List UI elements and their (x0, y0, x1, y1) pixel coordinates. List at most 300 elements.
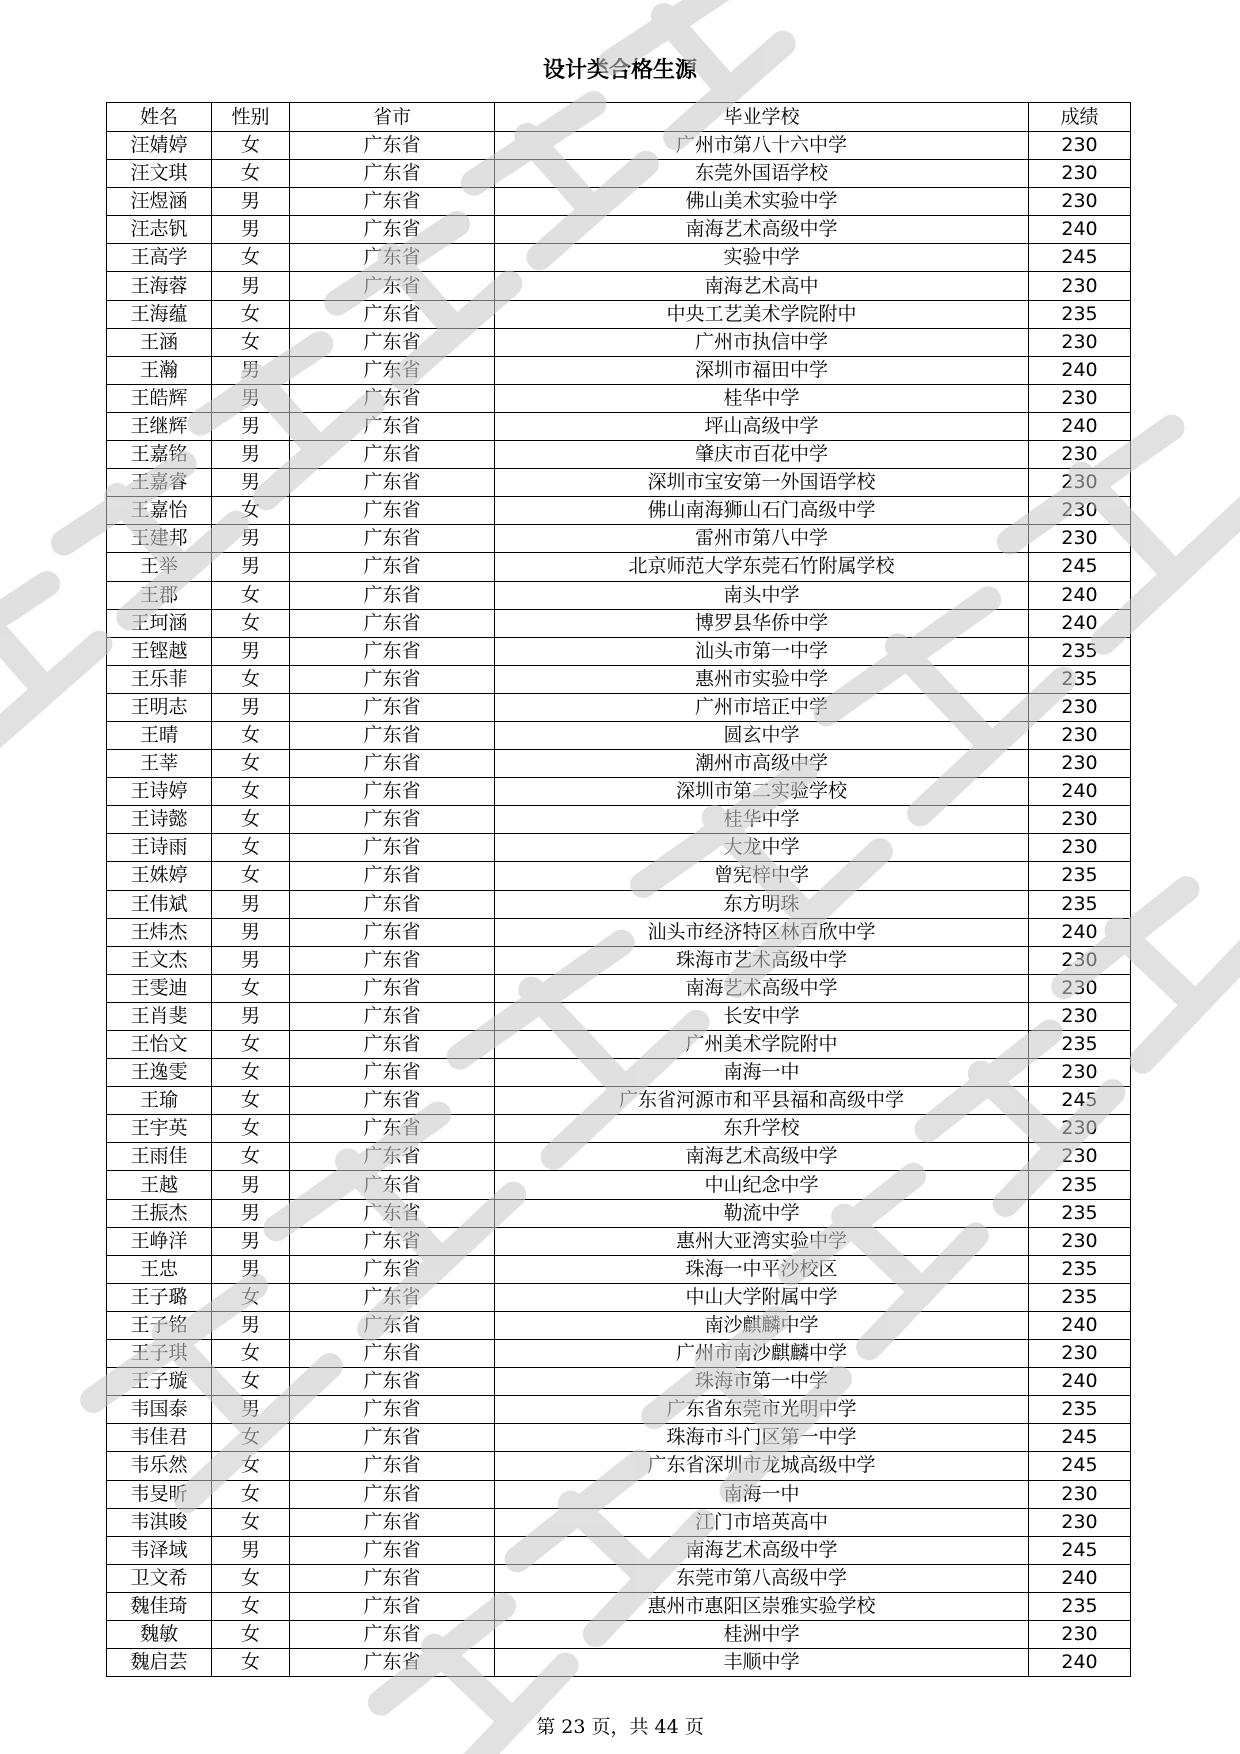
cell-score: 235 (1029, 637, 1131, 665)
cell-province: 广东省 (290, 918, 495, 946)
cell-name: 王子琪 (107, 1340, 212, 1368)
cell-province: 广东省 (290, 1199, 495, 1227)
table-row (107, 1199, 1131, 1227)
cell-score: 235 (1029, 862, 1131, 890)
cell-school: 肇庆市百花中学 (495, 441, 1029, 469)
cell-school: 深圳市福田中学 (495, 356, 1029, 384)
table-row (107, 862, 1131, 890)
cell-score: 230 (1029, 1340, 1131, 1368)
cell-name: 汪文琪 (107, 160, 212, 188)
cell-province: 广东省 (290, 356, 495, 384)
cell-name: 王涵 (107, 328, 212, 356)
cell-name: 汪志钒 (107, 216, 212, 244)
cell-province: 广东省 (290, 525, 495, 553)
cell-score: 235 (1029, 1171, 1131, 1199)
cell-gender: 男 (212, 356, 290, 384)
cell-school: 南海艺术高级中学 (495, 974, 1029, 1002)
cell-province: 广东省 (290, 1059, 495, 1087)
table-row (107, 609, 1131, 637)
cell-school: 曾宪梓中学 (495, 862, 1029, 890)
cell-name: 韦佳君 (107, 1424, 212, 1452)
cell-gender: 女 (212, 974, 290, 1002)
cell-name: 王珂涵 (107, 609, 212, 637)
table-row (107, 721, 1131, 749)
cell-name: 汪煜涵 (107, 188, 212, 216)
cell-name: 王继辉 (107, 412, 212, 440)
cell-province: 广东省 (290, 890, 495, 918)
cell-score: 240 (1029, 1368, 1131, 1396)
cell-school: 坪山高级中学 (495, 412, 1029, 440)
cell-name: 王嘉铭 (107, 441, 212, 469)
cell-province: 广东省 (290, 272, 495, 300)
cell-school: 南沙麒麟中学 (495, 1311, 1029, 1339)
table-row (107, 946, 1131, 974)
table-row (107, 1536, 1131, 1564)
cell-gender: 男 (212, 1536, 290, 1564)
cell-school: 南海艺术高级中学 (495, 1536, 1029, 1564)
table-row (107, 581, 1131, 609)
page-footer: 第 23 页，共 44 页 (536, 1716, 704, 1738)
cell-school: 深圳市第二实验学校 (495, 778, 1029, 806)
cell-province: 广东省 (290, 1592, 495, 1620)
cell-school: 广东省东莞市光明中学 (495, 1396, 1029, 1424)
table-row (107, 693, 1131, 721)
cell-name: 王诗婷 (107, 778, 212, 806)
cell-school: 中央工艺美术学院附中 (495, 300, 1029, 328)
cell-score: 230 (1029, 721, 1131, 749)
table-row (107, 188, 1131, 216)
cell-name: 王峥洋 (107, 1227, 212, 1255)
cell-school: 深圳市宝安第一外国语学校 (495, 469, 1029, 497)
cell-gender: 女 (212, 1508, 290, 1536)
cell-score: 235 (1029, 1199, 1131, 1227)
cell-school: 东方明珠 (495, 890, 1029, 918)
cell-name: 魏敏 (107, 1620, 212, 1648)
cell-province: 广东省 (290, 974, 495, 1002)
cell-gender: 女 (212, 1368, 290, 1396)
cell-province: 广东省 (290, 328, 495, 356)
cell-province: 广东省 (290, 1171, 495, 1199)
table-row (107, 1649, 1131, 1677)
table-row (107, 1171, 1131, 1199)
cell-score: 230 (1029, 1115, 1131, 1143)
cell-province: 广东省 (290, 1340, 495, 1368)
cell-score: 230 (1029, 1508, 1131, 1536)
table-row (107, 412, 1131, 440)
cell-name: 王炜杰 (107, 918, 212, 946)
column-header-gender: 性别 (212, 103, 290, 132)
cell-school: 珠海一中平沙校区 (495, 1255, 1029, 1283)
cell-gender: 女 (212, 1115, 290, 1143)
cell-score: 230 (1029, 693, 1131, 721)
table-row (107, 806, 1131, 834)
cell-name: 王雨佳 (107, 1143, 212, 1171)
cell-school: 博罗县华侨中学 (495, 609, 1029, 637)
cell-province: 广东省 (290, 1396, 495, 1424)
cell-score: 235 (1029, 890, 1131, 918)
cell-name: 王诗雨 (107, 834, 212, 862)
cell-score: 240 (1029, 356, 1131, 384)
table-row (107, 1087, 1131, 1115)
cell-name: 王瑜 (107, 1087, 212, 1115)
cell-gender: 男 (212, 1199, 290, 1227)
cell-school: 潮州市高级中学 (495, 750, 1029, 778)
cell-score: 240 (1029, 609, 1131, 637)
cell-province: 广东省 (290, 1536, 495, 1564)
cell-gender: 男 (212, 441, 290, 469)
cell-province: 广东省 (290, 637, 495, 665)
table-row (107, 1340, 1131, 1368)
cell-province: 广东省 (290, 581, 495, 609)
table-row (107, 1143, 1131, 1171)
cell-gender: 女 (212, 609, 290, 637)
cell-gender: 女 (212, 1480, 290, 1508)
cell-name: 王宇英 (107, 1115, 212, 1143)
cell-school: 惠州市惠阳区崇雅实验学校 (495, 1592, 1029, 1620)
cell-school: 广州市南沙麒麟中学 (495, 1340, 1029, 1368)
cell-gender: 女 (212, 1143, 290, 1171)
cell-name: 韦旻昕 (107, 1480, 212, 1508)
cell-province: 广东省 (290, 834, 495, 862)
cell-name: 王文杰 (107, 946, 212, 974)
cell-school: 勒流中学 (495, 1199, 1029, 1227)
cell-gender: 男 (212, 384, 290, 412)
cell-score: 230 (1029, 1227, 1131, 1255)
cell-province: 广东省 (290, 778, 495, 806)
table-row (107, 974, 1131, 1002)
cell-gender: 男 (212, 693, 290, 721)
cell-name: 魏佳琦 (107, 1592, 212, 1620)
roster-body (107, 132, 1131, 1677)
cell-score: 235 (1029, 1031, 1131, 1059)
cell-school: 南头中学 (495, 581, 1029, 609)
cell-name: 王诗懿 (107, 806, 212, 834)
cell-gender: 女 (212, 1059, 290, 1087)
cell-school: 南海艺术高中 (495, 272, 1029, 300)
cell-gender: 男 (212, 412, 290, 440)
table-row (107, 1396, 1131, 1424)
cell-score: 230 (1029, 497, 1131, 525)
cell-score: 230 (1029, 974, 1131, 1002)
watermark-glyph-stroke (0, 584, 99, 737)
cell-province: 广东省 (290, 412, 495, 440)
cell-score: 230 (1029, 469, 1131, 497)
table-row (107, 1002, 1131, 1030)
cell-school: 中山大学附属中学 (495, 1283, 1029, 1311)
table-row (107, 778, 1131, 806)
cell-province: 广东省 (290, 1227, 495, 1255)
cell-name: 王高学 (107, 244, 212, 272)
cell-score: 245 (1029, 244, 1131, 272)
cell-score: 230 (1029, 160, 1131, 188)
table-row (107, 1311, 1131, 1339)
cell-gender: 女 (212, 581, 290, 609)
cell-school: 珠海市艺术高级中学 (495, 946, 1029, 974)
cell-gender: 男 (212, 469, 290, 497)
cell-score: 230 (1029, 525, 1131, 553)
cell-score: 240 (1029, 412, 1131, 440)
cell-gender: 女 (212, 1620, 290, 1648)
cell-score: 240 (1029, 581, 1131, 609)
cell-gender: 男 (212, 525, 290, 553)
table-row (107, 750, 1131, 778)
cell-gender: 女 (212, 1031, 290, 1059)
cell-school: 东升学校 (495, 1115, 1029, 1143)
table-row (107, 1620, 1131, 1648)
cell-province: 广东省 (290, 1115, 495, 1143)
cell-gender: 男 (212, 1171, 290, 1199)
cell-name: 韦乐然 (107, 1452, 212, 1480)
cell-province: 广东省 (290, 862, 495, 890)
table-row (107, 160, 1131, 188)
cell-gender: 男 (212, 890, 290, 918)
column-header-province: 省市 (290, 103, 495, 132)
cell-province: 广东省 (290, 1508, 495, 1536)
cell-score: 240 (1029, 216, 1131, 244)
column-header-name: 姓名 (107, 103, 212, 132)
table-row (107, 553, 1131, 581)
cell-score: 230 (1029, 384, 1131, 412)
cell-province: 广东省 (290, 497, 495, 525)
cell-school: 东莞市第八高级中学 (495, 1564, 1029, 1592)
table-row (107, 918, 1131, 946)
table-row (107, 1255, 1131, 1283)
cell-school: 佛山美术实验中学 (495, 188, 1029, 216)
cell-gender: 女 (212, 750, 290, 778)
cell-school: 广州市第八十六中学 (495, 132, 1029, 160)
cell-score: 240 (1029, 1564, 1131, 1592)
cell-score: 230 (1029, 750, 1131, 778)
cell-school: 长安中学 (495, 1002, 1029, 1030)
cell-province: 广东省 (290, 1283, 495, 1311)
cell-gender: 男 (212, 1396, 290, 1424)
table-row (107, 132, 1131, 160)
cell-name: 王子璐 (107, 1283, 212, 1311)
cell-gender: 女 (212, 834, 290, 862)
cell-province: 广东省 (290, 160, 495, 188)
cell-name: 王郡 (107, 581, 212, 609)
column-header-school: 毕业学校 (495, 103, 1029, 132)
cell-name: 王伟斌 (107, 890, 212, 918)
cell-province: 广东省 (290, 1620, 495, 1648)
header-row (107, 103, 1131, 132)
table-row (107, 1227, 1131, 1255)
table-row (107, 216, 1131, 244)
cell-gender: 女 (212, 778, 290, 806)
cell-score: 245 (1029, 1452, 1131, 1480)
cell-province: 广东省 (290, 132, 495, 160)
roster-table (106, 102, 1131, 1677)
cell-gender: 女 (212, 1592, 290, 1620)
cell-score: 230 (1029, 188, 1131, 216)
table-row (107, 1564, 1131, 1592)
cell-school: 北京师范大学东莞石竹附属学校 (495, 553, 1029, 581)
cell-gender: 女 (212, 1340, 290, 1368)
cell-score: 245 (1029, 1536, 1131, 1564)
cell-name: 王怡文 (107, 1031, 212, 1059)
cell-gender: 女 (212, 721, 290, 749)
cell-school: 中山纪念中学 (495, 1171, 1029, 1199)
table-row (107, 1480, 1131, 1508)
cell-name: 王举 (107, 553, 212, 581)
cell-school: 实验中学 (495, 244, 1029, 272)
cell-name: 韦淇晙 (107, 1508, 212, 1536)
cell-name: 王子璇 (107, 1368, 212, 1396)
table-row (107, 384, 1131, 412)
cell-province: 广东省 (290, 721, 495, 749)
cell-name: 王肖斐 (107, 1002, 212, 1030)
cell-school: 圆玄中学 (495, 721, 1029, 749)
page-title: 设计类合格生源 (542, 58, 697, 83)
table-row (107, 1368, 1131, 1396)
cell-province: 广东省 (290, 1649, 495, 1677)
cell-name: 王海蓉 (107, 272, 212, 300)
cell-school: 东莞外国语学校 (495, 160, 1029, 188)
table-row (107, 328, 1131, 356)
cell-gender: 男 (212, 1311, 290, 1339)
cell-school: 桂华中学 (495, 384, 1029, 412)
table-row (107, 525, 1131, 553)
cell-gender: 男 (212, 946, 290, 974)
cell-school: 广东省深圳市龙城高级中学 (495, 1452, 1029, 1480)
cell-score: 230 (1029, 272, 1131, 300)
cell-name: 王嘉怡 (107, 497, 212, 525)
table-row (107, 1424, 1131, 1452)
table-row (107, 890, 1131, 918)
cell-gender: 女 (212, 244, 290, 272)
cell-score: 230 (1029, 328, 1131, 356)
cell-name: 王嘉睿 (107, 469, 212, 497)
cell-school: 江门市培英高中 (495, 1508, 1029, 1536)
cell-score: 245 (1029, 1087, 1131, 1115)
cell-gender: 男 (212, 1227, 290, 1255)
cell-province: 广东省 (290, 1452, 495, 1480)
cell-name: 王子铭 (107, 1311, 212, 1339)
table-row (107, 497, 1131, 525)
cell-province: 广东省 (290, 384, 495, 412)
cell-gender: 女 (212, 806, 290, 834)
cell-score: 240 (1029, 918, 1131, 946)
cell-school: 珠海市第一中学 (495, 1368, 1029, 1396)
table-row (107, 1059, 1131, 1087)
cell-school: 广州市培正中学 (495, 693, 1029, 721)
table-row (107, 300, 1131, 328)
cell-gender: 女 (212, 1452, 290, 1480)
cell-name: 韦国泰 (107, 1396, 212, 1424)
table-row (107, 1031, 1131, 1059)
cell-name: 王雯迪 (107, 974, 212, 1002)
cell-school: 广州市执信中学 (495, 328, 1029, 356)
cell-name: 王逸雯 (107, 1059, 212, 1087)
cell-province: 广东省 (290, 1255, 495, 1283)
table-row (107, 1283, 1131, 1311)
cell-name: 王海蕴 (107, 300, 212, 328)
cell-school: 广东省河源市和平县福和高级中学 (495, 1087, 1029, 1115)
cell-score: 230 (1029, 132, 1131, 160)
cell-province: 广东省 (290, 693, 495, 721)
cell-province: 广东省 (290, 188, 495, 216)
cell-gender: 男 (212, 1002, 290, 1030)
table-row (107, 1115, 1131, 1143)
cell-school: 南海艺术高级中学 (495, 1143, 1029, 1171)
table-row (107, 244, 1131, 272)
cell-province: 广东省 (290, 441, 495, 469)
cell-score: 230 (1029, 1480, 1131, 1508)
cell-name: 韦泽域 (107, 1536, 212, 1564)
cell-name: 魏启芸 (107, 1649, 212, 1677)
cell-name: 王铿越 (107, 637, 212, 665)
cell-province: 广东省 (290, 1480, 495, 1508)
cell-school: 南海一中 (495, 1480, 1029, 1508)
table-row (107, 356, 1131, 384)
cell-name: 王晴 (107, 721, 212, 749)
cell-score: 235 (1029, 1592, 1131, 1620)
cell-score: 240 (1029, 1311, 1131, 1339)
cell-gender: 女 (212, 862, 290, 890)
cell-name: 王越 (107, 1171, 212, 1199)
cell-province: 广东省 (290, 609, 495, 637)
cell-province: 广东省 (290, 553, 495, 581)
cell-score: 235 (1029, 1283, 1131, 1311)
cell-gender: 女 (212, 1087, 290, 1115)
cell-score: 245 (1029, 1424, 1131, 1452)
cell-gender: 女 (212, 160, 290, 188)
cell-score: 235 (1029, 665, 1131, 693)
cell-gender: 女 (212, 1424, 290, 1452)
cell-score: 245 (1029, 553, 1131, 581)
cell-gender: 男 (212, 1255, 290, 1283)
cell-name: 王忠 (107, 1255, 212, 1283)
cell-school: 汕头市第一中学 (495, 637, 1029, 665)
cell-school: 桂洲中学 (495, 1620, 1029, 1648)
cell-province: 广东省 (290, 300, 495, 328)
column-header-score: 成绩 (1029, 103, 1131, 132)
table-row (107, 665, 1131, 693)
cell-gender: 男 (212, 637, 290, 665)
cell-province: 广东省 (290, 1087, 495, 1115)
cell-name: 王莘 (107, 750, 212, 778)
cell-gender: 男 (212, 918, 290, 946)
cell-school: 桂华中学 (495, 806, 1029, 834)
cell-province: 广东省 (290, 1143, 495, 1171)
cell-score: 230 (1029, 1002, 1131, 1030)
cell-score: 240 (1029, 778, 1131, 806)
cell-gender: 女 (212, 497, 290, 525)
cell-score: 230 (1029, 806, 1131, 834)
cell-province: 广东省 (290, 1031, 495, 1059)
cell-province: 广东省 (290, 750, 495, 778)
cell-school: 丰顺中学 (495, 1649, 1029, 1677)
cell-school: 珠海市斗门区第一中学 (495, 1424, 1029, 1452)
table-row (107, 1592, 1131, 1620)
table-row (107, 1508, 1131, 1536)
cell-score: 240 (1029, 1649, 1131, 1677)
cell-name: 王瀚 (107, 356, 212, 384)
cell-score: 230 (1029, 1143, 1131, 1171)
cell-school: 汕头市经济特区林百欣中学 (495, 918, 1029, 946)
cell-name: 王建邦 (107, 525, 212, 553)
cell-gender: 女 (212, 1283, 290, 1311)
cell-name: 王明志 (107, 693, 212, 721)
cell-school: 雷州市第八中学 (495, 525, 1029, 553)
table-row (107, 834, 1131, 862)
cell-name: 王姝婷 (107, 862, 212, 890)
cell-school: 南海艺术高级中学 (495, 216, 1029, 244)
table-row (107, 272, 1131, 300)
table-row (107, 441, 1131, 469)
cell-gender: 男 (212, 272, 290, 300)
cell-school: 惠州市实验中学 (495, 665, 1029, 693)
